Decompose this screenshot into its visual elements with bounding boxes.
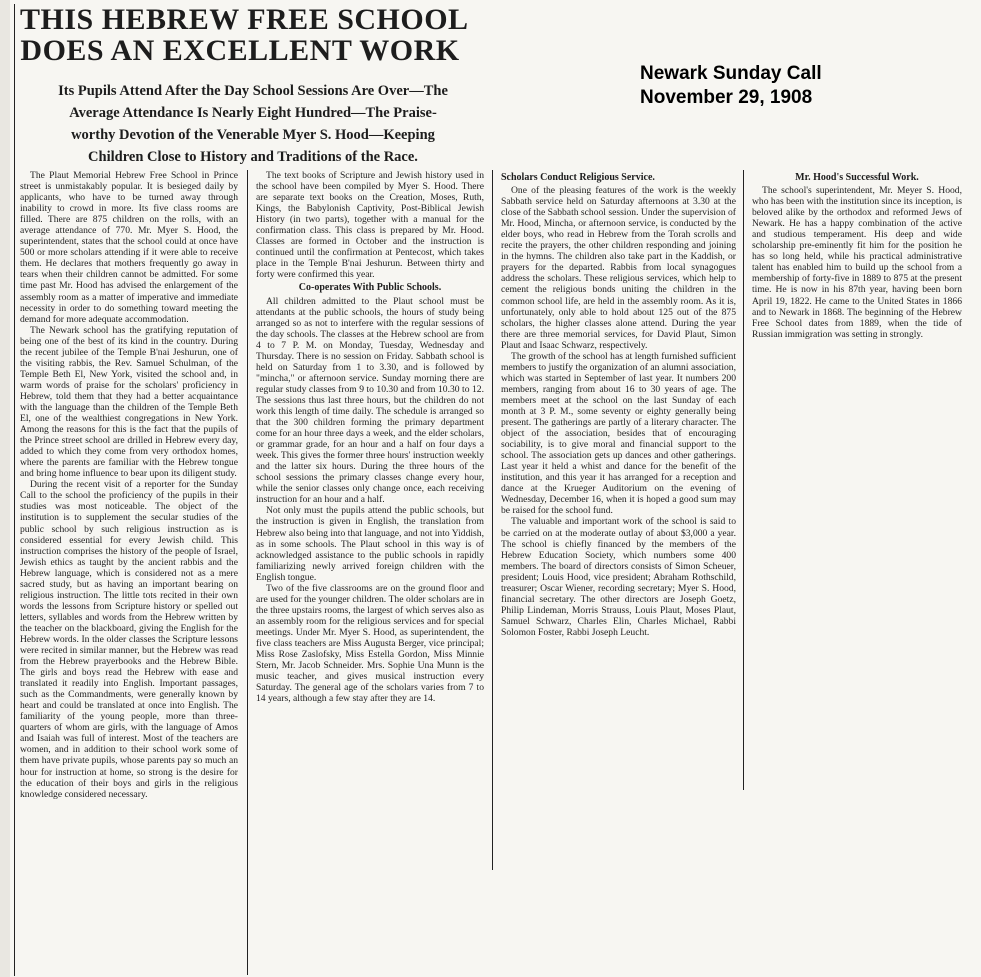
deck-line-3: worthy Devotion of the Venerable Myer S. Hood—Keeping bbox=[71, 127, 435, 143]
headline-line-1: THIS HEBREW FREE SCHOOL bbox=[20, 3, 469, 36]
paragraph: Not only must the pupils attend the public schools, but the instruction is given in English, the translation from Hebrew also being into that language, and not into Yiddish, as in some schools. The Plaut school in this way is of acknowledged assistance to the public schools in rapidly familiarizing newly arrived foreign children with the English tongue. bbox=[256, 505, 484, 583]
paragraph: The school's superintendent, Mr. Meyer S. Hood, who has been with the institution since its inception, is beloved alike by the orthodox and reformed Jews of Newark. He has a happy combination of the active and studious temperament. His deep and wide scholarship pre-eminently fit him for the position he has so long held, while his practical administrative talent has enabled him to build up the school from a membership of forty-five in 1889 to 875 at the present time. He is now in his 87th year, having been born April 19, 1822. He came to the United States in 1866 and to Newark in 1868. The beginning of the Hebrew Free School dates from 1889, when the tide of Russian immigration was setting in strongly. bbox=[752, 185, 962, 340]
paragraph: One of the pleasing features of the work is the weekly Sabbath service held on Saturday afternoons at 3.30 at the close of the Sabbath school session. Under the supervision of Mr. Hood, Mincha, or afternoon service, is conducted by the elder boys, who read in Hebrew from the Torah scrolls and recite the prayers, the other children responding and joining in the hymns. The children also take part in the Kaddish, or prayers for the departed. Rabbis from local synagogues address the scholars. These religious services, which help to cement the religious bonds uniting the children in the common school life, are held in the assembly room. As it is, unfortunately, only able to hold about 125 out of the 875 scholars, the higher classes alone attend. During the year there are three memorial services, for David Plaut, Simon Plaut and Isaac Schwarz, respectively. bbox=[501, 185, 736, 351]
headline-line-2: DOES AN EXCELLENT WORK bbox=[20, 34, 460, 67]
left-column-rule bbox=[14, 4, 15, 976]
article-column-3 bbox=[501, 170, 736, 770]
subheadline-deck bbox=[22, 80, 484, 168]
headline bbox=[20, 3, 469, 67]
source-citation bbox=[640, 62, 822, 110]
paragraph: The growth of the school has at length furnished sufficient members to justify the organization of an alumni association, which was started in September of last year. It numbers 200 members, ranging from about 16 to 30 years of age. The members meet at the school on the last Sunday of each month at 3 P. M., some seventy or eighty generally being present. The gatherings are partly of a literary character. The object of the association, besides that of encouraging sociability, is to give moral and financial support to the school. The association gets up dances and other gatherings. Last year it held a whist and dance for the benefit of the institution, and this year it has arranged for a reception and dance at the Krueger Auditorium on the evening of Wednesday, December 16, when it is hoped a good sum may be raised for the school fund. bbox=[501, 350, 736, 517]
article-column-2 bbox=[256, 170, 484, 860]
section-subhead: Scholars Conduct Religious Service. bbox=[501, 172, 655, 183]
section-subhead: Co-operates With Public Schools. bbox=[298, 282, 442, 294]
paragraph: All children admitted to the Plaut school must be attendants at the public schools, the hours of study being arranged so as not to interfere with the regular sessions of the day schools. The classes at the Hebrew school are from 4 to 7 P. M. on Monday, Tuesday, Wednesday and Thursday. There is no session on Friday. Sabbath school is held on Saturday from 1 to 3.30, and is followed by "mincha," or afternoon service. Sunday morning there are regular study classes from 9 to 10.30 and from 10.30 to 12. The sessions thus last three hours, but the children do not work this length of time daily. The schedule is arranged so that the 300 children forming the primary department come for an hour three days a week, and the elder scholars, or grammar grade, for an hour and a half on four days a week. This gives the former three hours' instruction weekly and the latter six hours. During the three hours of the school sessions the primary classes change every hour, while the senior classes only change once, each receiving instruction for an hour and a half. bbox=[256, 295, 484, 506]
section-subhead: Mr. Hood's Successful Work. bbox=[795, 172, 919, 183]
publication-name: Newark Sunday Call bbox=[640, 63, 822, 84]
article-column-4 bbox=[752, 170, 962, 400]
paragraph: The Plaut Memorial Hebrew Free School in Prince street is unmistakably popular. It is besieged daily by applicants, who have to be turned away through inability to crowd in more. Its five class rooms are filled. There are 875 children on the rolls, with an average attendance of 770. Mr. Myer S. Hood, the superintendent, states that the school could at once have 500 or more scholars attending if it were able to receive them. He declares that mothers frequently go away in tears when their children cannot be admitted. For some time past Mr. Hood has advised the enlargement of the assembly room as a matter of imperative and immediate necessity in order to do something toward meeting the demand for more adequate accommodation. bbox=[20, 170, 238, 325]
deck-line-1: Its Pupils Attend After the Day School Sessions Are Over—The bbox=[58, 83, 448, 99]
column-rule-2 bbox=[492, 170, 493, 870]
column-rule-3 bbox=[743, 170, 744, 790]
paragraph: The valuable and important work of the school is said to be carried on at the moderate outlay of about $3,000 a year. The school is chiefly financed by the members of the Hebrew Education Society, which numbers some 400 members. The board of directors consists of Simon Scheuer, president; Louis Hood, vice president; Abraham Rothschild, treasurer; Oscar Wiener, recording secretary; Myer S. Hood, financial secretary. The other directors are Joseph Goetz, Philip Lindeman, Morris Strauss, Louis Plaut, Moses Plaut, Samuel Schwarz, Charles Elin, Charles Michael, Rabbi Solomon Foster, Rabbi Joseph Leucht. bbox=[501, 516, 736, 638]
publication-date: November 29, 1908 bbox=[640, 87, 813, 108]
paragraph: The Newark school has the gratifying reputation of being one of the best of its kind in the country. During the recent jubilee of the Temple B'nai Jeshurun, one of the visiting rabbis, the Rev. Samuel Schulman, of the Temple Beth El, New York, visited the school and, in warm words of praise for the scholars' proficiency in Hebrew, told them that they had a better acquaintance with the language than the children of the Temple Beth El, one of the wealthiest congregations in New York. Among the reasons for this is the fact that the pupils of the Prince street school are drilled in Hebrew every day, added to which they come from very orthodox homes, where the parents are familiar with the Hebrew tongue and bring home influence to bear upon its diligent study. bbox=[20, 324, 238, 480]
page-edge bbox=[0, 0, 10, 977]
paragraph: Two of the five classrooms are on the ground floor and are used for the younger children. The older scholars are in the three upstairs rooms, the largest of which serves also as an assembly room for the religious services and for special meetings. Under Mr. Myer S. Hood, as superintendent, the five class teachers are Miss Augusta Berger, vice principal; Miss Rose Zaslofsky, Miss Estella Gordon, Miss Minnie Stern, Mr. Jacob Schneider. Mrs. Sophie Una Munn is the music teacher, and gives musical instruction every Saturday. The general age of the scholars varies from 7 to 14 years, although a few stay after they are 14. bbox=[256, 582, 484, 705]
deck-line-2: Average Attendance Is Nearly Eight Hundred—The Praise- bbox=[69, 105, 437, 121]
paragraph: During the recent visit of a reporter for the Sunday Call to the school the proficiency of the pupils in their studies was most noticeable. The object of the institution is to supplement the secular studies of the public school by such religious instruction as is considered essential for every Jewish child. This instruction comprises the history of the people of Israel, Jewish ethics as taught by the ancient rabbis and the Hebrew language, which is considered not as a mere sacred study, but as having an important bearing on religious instruction. The little tots recited in their own words the lessons from Scripture history or spelled out letters, syllables and words from the Hebrew written by the teacher on the blackboard, giving the English for the Hebrew words. In the older classes the Scripture lessons were recited in similar manner, but the Hebrew was read from the Hebrew prayerbooks and the Hebrew Bible. The girls and boys read the Hebrew with ease and translated it readily into English. Important passages, such as the Commandments, were generally known by heart and could be translated at once into English. The familiarity of the young people, more than three-quarters of whom are girls, with the language of Amos and Isaiah was full of interest. Most of the teachers are women, and in addition to their school work some of them have private pupils, whose parents pay so much an hour for instruction at home, so strong is the desire for the education of their boys and girls in the religious knowledge considered necessary. bbox=[20, 479, 238, 800]
article-column-1 bbox=[20, 170, 238, 975]
column-rule-1 bbox=[247, 170, 248, 975]
paragraph: The text books of Scripture and Jewish history used in the school have been compiled by Myer S. Hood. There are separate text books on the Creation, Moses, Ruth, Kings, the Babylonish Captivity, Post-Biblical Jewish History (in two parts), together with a manual for the confirmation class. This class is prepared by Mr. Hood. Classes are formed in October and the instruction is continued until the confirmation at Pentecost, which takes place in the Temple B'nai Jeshurun. Between thirty and forty were confirmed this year. bbox=[256, 170, 484, 281]
deck-line-4: Children Close to History and Traditions of the Race. bbox=[88, 149, 418, 165]
